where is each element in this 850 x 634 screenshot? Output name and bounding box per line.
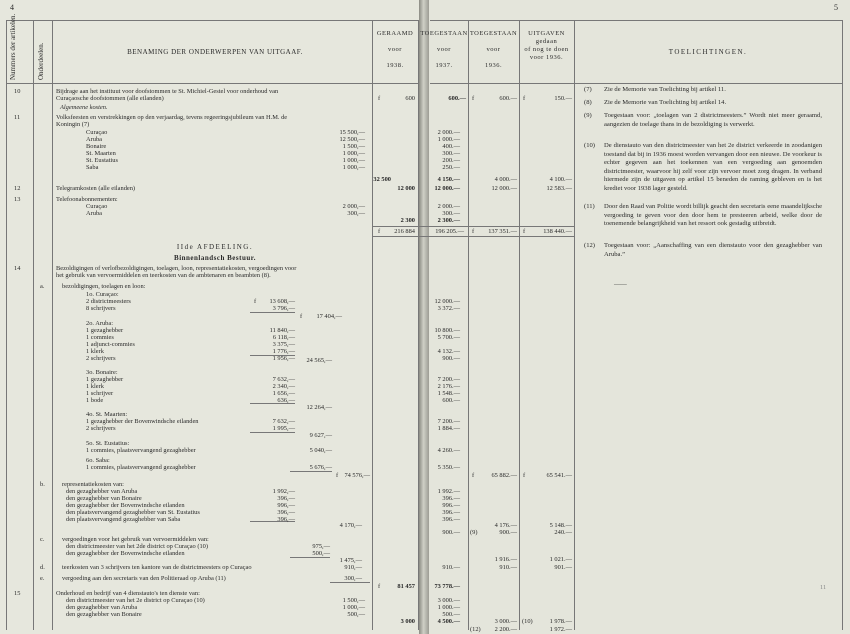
- item-1937: 396.—: [442, 516, 460, 523]
- part-c-uitgaven: 1 021.—: [549, 556, 572, 563]
- item-label: 1 bode: [86, 397, 104, 404]
- item-1937: 4 260.—: [437, 447, 460, 454]
- uitgaven-value: 12 583.—: [546, 185, 572, 192]
- note-text: Zie de Memorie van Toelichting bij artikel 11.: [604, 86, 726, 93]
- item-1937: 5 700.—: [437, 334, 460, 341]
- sub-rule: [250, 432, 295, 433]
- item-value: 396,—: [277, 495, 295, 502]
- note-text: De dienstauto van den districtmeester van het 2e district verkeerde in zoodanigen toestand dat bij in 1936 moest worden vervangen door een nieuwe. De voorkeur is echter gegeven aan het toekennen van een vergoeding aan genoemden districtmeester, waarvoor hij zelf voor zijn vervoer moet zorg dragen. In verband hiermede zijn de uitgaven op artikel 15 beneden de raming gebleven en is het krediet voor 1938 lager gesteld.: [604, 142, 822, 192]
- item-value: 3 796,—: [272, 305, 295, 312]
- article-number: 15: [14, 590, 21, 597]
- item-value: 396,—: [277, 516, 295, 523]
- total-rule: [372, 236, 574, 237]
- item-label: St. Maarten: [86, 150, 116, 157]
- part-b-sum: 4 170,—: [339, 522, 362, 529]
- item-value: 1 000,—: [342, 164, 365, 171]
- sub-rule: [290, 471, 332, 472]
- item-label: 1 klerk: [86, 348, 104, 355]
- part-label: d.: [40, 564, 45, 571]
- item-label: Bonaire: [86, 143, 107, 150]
- item-1937: 910.—: [442, 564, 460, 571]
- toegestaan-1937-value: 600.—: [448, 95, 466, 102]
- item-label: 1 gezaghebber: [86, 376, 124, 383]
- row-text: den gezaghebber der Bovenwindsche eilanden: [66, 550, 185, 557]
- toegestaan-1936-value: 600.—: [499, 95, 517, 102]
- currency-mark: f: [336, 472, 339, 479]
- item-1937: 1 548.—: [437, 390, 460, 397]
- subgroup-heading: 6o. Saba:: [86, 457, 110, 464]
- item-label: 2 schrijvers: [86, 355, 116, 362]
- item-value: 5 676,—: [309, 464, 332, 471]
- item-label: Saba: [86, 164, 99, 171]
- item-label: den gezaghebber van Aruba: [66, 604, 138, 611]
- item-value: 13 608,—: [269, 298, 295, 305]
- row-text: Onderhoud en bedrijf van 4 dienstauto's ten dienste van:: [56, 590, 200, 597]
- currency-mark: f: [472, 228, 475, 235]
- header-benaming: BENAMING DER ONDERWERPEN VAN UITGAAF.: [127, 48, 303, 56]
- item-uitgaven: 240.—: [554, 529, 572, 536]
- total-geraamd: 216 884: [394, 228, 415, 235]
- item-value: 3 375,—: [272, 341, 295, 348]
- note-text: Toegestaan voor: „toelagen van 2 districtmeesters.” Wordt niet meer geraamd, aangezien de toelage thans in de bezoldiging is verwerkt.: [604, 112, 822, 128]
- part-label: c.: [40, 536, 45, 543]
- col-line: [574, 20, 575, 630]
- item-label: 1 gezaghebber: [86, 327, 124, 334]
- item-1937: 200.—: [442, 157, 460, 164]
- item-value: 1 776,—: [272, 348, 295, 355]
- item-value: 7 632,—: [272, 418, 295, 425]
- toegestaan-1936-value: 4 000.—: [494, 176, 517, 183]
- row-text: 1 commies, plaatsvervangend gezaghebber: [86, 464, 196, 471]
- header-top-rule-right: [430, 20, 842, 21]
- item-value: 1 000,—: [342, 157, 365, 164]
- row-text: Bezoldigingen of verlofbezoldigingen, toelagen, loon, representatiekosten, vergoedingen voor: [56, 265, 297, 272]
- subgroup-heading: 2o. Aruba:: [86, 320, 113, 327]
- page-number-left: 4: [10, 3, 14, 12]
- geraamd-value: 32 500: [373, 176, 391, 183]
- note-ref: (12): [470, 626, 481, 633]
- item-label: den plaatsvervangend gezaghebber van Saba: [66, 516, 181, 523]
- item-label: 1 adjunct-commies: [86, 341, 135, 348]
- toegestaan-1937-value: 4 500.—: [437, 618, 460, 625]
- currency-mark: f: [378, 95, 381, 102]
- item-1937: 396.—: [442, 495, 460, 502]
- note-ref: (10): [522, 618, 533, 625]
- geraamd-value: 3 000: [400, 618, 415, 625]
- header-toegestaan-1937: TOEGESTAAN voor 1937.: [420, 30, 468, 69]
- part-a-1936: 65 882.—: [491, 472, 517, 479]
- note-text: Toegestaan voor: „Aanschaffing van een dienstauto voor den gezaghebber van Aruba.”: [604, 242, 822, 258]
- item-1937: 3 000.—: [437, 597, 460, 604]
- part-label: e.: [40, 575, 45, 582]
- item-1937: 300.—: [442, 150, 460, 157]
- currency-mark: f: [378, 228, 381, 235]
- row-text: 1 commies, plaatsvervangend gezaghebber: [86, 447, 196, 454]
- col-line: [519, 20, 520, 630]
- part-a-sum: 74 576,—: [344, 472, 370, 479]
- item-value: 1 956,—: [272, 355, 295, 362]
- geraamd-value: 12 000: [397, 185, 415, 192]
- toegestaan-1937-value: 12 000.—: [434, 185, 460, 192]
- header-geraamd: GERAAMD voor 1938.: [376, 30, 414, 69]
- item-label: den plaatsvervangend gezaghebber van St. Eustatius: [66, 509, 200, 516]
- item-1937: 250.—: [442, 164, 460, 171]
- part-a-uitgaven: 65 541.—: [546, 472, 572, 479]
- header-toelichtingen: TOELICHTINGEN.: [668, 48, 748, 56]
- item-value: 1 000,—: [342, 604, 365, 611]
- item-label: 1 klerk: [86, 383, 104, 390]
- total-uitgaven: 138 440.—: [543, 228, 572, 235]
- item-1937: 1 000.—: [437, 604, 460, 611]
- item-1937: 1 884.—: [437, 425, 460, 432]
- col-line: [33, 20, 34, 630]
- item-value: 12 500,—: [339, 136, 365, 143]
- item-1937: 2 000.—: [437, 129, 460, 136]
- subgroup-heading: 1o. Curaçao:: [86, 291, 119, 298]
- subgroup-heading: 5o. St. Eustatius:: [86, 440, 130, 447]
- row-text: Curaçaosche doofstommen (alle eilanden): [56, 95, 164, 102]
- item-1937: 4 132.—: [437, 348, 460, 355]
- item-label: den gezaghebber der Bovenwindsche eilanden: [66, 502, 185, 509]
- item-1937: 12 000.—: [434, 298, 460, 305]
- item-value: 15 500,—: [339, 129, 365, 136]
- uitgaven-value: 1 972.—: [549, 626, 572, 633]
- section-subheading: Binnenlandsch Bestuur.: [174, 254, 256, 262]
- item-label: Aruba: [86, 136, 102, 143]
- sub-rule: [330, 582, 370, 583]
- item-value: 636,—: [277, 397, 295, 404]
- geraamd-value: 600: [405, 95, 415, 102]
- sub-rule: [250, 312, 295, 313]
- col-line: [418, 20, 419, 630]
- item-1937: 396.—: [442, 509, 460, 516]
- section-heading: IIde AFDEELING.: [176, 243, 254, 251]
- item-1937: 5 350.—: [437, 464, 460, 471]
- header-top-rule: [6, 20, 418, 21]
- item-value: 2 340,—: [272, 383, 295, 390]
- row-text: Telefoonabonnementen:: [56, 196, 118, 203]
- note-number: (8): [584, 99, 592, 106]
- row-text: den districtmeester van het 2de district op Curaçao (10): [66, 543, 208, 550]
- item-value: 1 500,—: [342, 597, 365, 604]
- note-number: (7): [584, 86, 592, 93]
- currency-mark: f: [523, 472, 526, 479]
- note-text: Zie de Memorie van Toelichting bij artikel 14.: [604, 99, 727, 106]
- item-1937: 900.—: [442, 355, 460, 362]
- subgroup-sum: 17 404,—: [316, 313, 342, 320]
- subgroup-sum: 9 627,—: [309, 432, 332, 439]
- article-number: 13: [14, 196, 21, 203]
- toegestaan-1936-value: 12 000.—: [491, 185, 517, 192]
- item-1937: 1 992.—: [437, 488, 460, 495]
- item-value: 1 992,—: [272, 488, 295, 495]
- uitgaven-value: 4 100.—: [549, 176, 572, 183]
- part-d-1936: 910.—: [499, 564, 517, 571]
- col-line: [842, 20, 843, 630]
- page-number-right: 5: [834, 3, 838, 12]
- article-number: 11: [14, 114, 21, 121]
- toegestaan-1937-value: 73 778.—: [434, 583, 460, 590]
- currency-mark: f: [523, 228, 526, 235]
- col-line: [372, 20, 373, 630]
- item-1937: 7 200.—: [437, 418, 460, 425]
- row-text: Volksfeesten en verstrekkingen op den verjaardag, tevens regeeringsjubileum van H.M. de: [56, 114, 288, 121]
- item-1937: 2 176.—: [437, 383, 460, 390]
- item-1936: 900.—: [499, 529, 517, 536]
- item-label: 1 commies: [86, 334, 114, 341]
- row-text: teerkosten van 3 schrijvers ten kantore van de districtmeesters op Curaçao: [62, 564, 252, 571]
- row-text: Telegramkosten (alle eilanden): [56, 185, 136, 192]
- item-1937: 996.—: [442, 502, 460, 509]
- total-rule: [372, 226, 574, 227]
- currency-mark: f: [378, 583, 381, 590]
- currency-mark: f: [472, 472, 475, 479]
- geraamd-value: 2 300: [400, 217, 415, 224]
- note-text: Door den Raad van Politie wordt billijk geacht den secretaris eene maandelijksche vergoeding te geven voor den door hem te presteeren arbeid, welke door de toenemende belangrijkheid van het ressort ook gestadig uitbreidt.: [604, 203, 822, 228]
- header-uitgaven: UITGAVEN gedaan of nog te doen voor 1936.: [524, 30, 569, 61]
- toegestaan-1936-value: 3 000.—: [494, 618, 517, 625]
- toegestaan-1936-value: 2 200.—: [494, 626, 517, 633]
- header-bottom-rule: [6, 83, 418, 84]
- row-text: bezoldigingen, toelagen en loon:: [62, 283, 146, 290]
- row-text: vergoedingen voor het gebruik van vervoermiddelen van:: [62, 536, 209, 543]
- toegestaan-1937-value: 4 150.—: [437, 176, 460, 183]
- item-value: 11 840,—: [269, 327, 295, 334]
- item-label: St. Eustatius: [86, 157, 118, 164]
- note-number: (11): [584, 203, 595, 210]
- item-1937: 10 800.—: [434, 327, 460, 334]
- subheading-algemeene-kosten: Algemeene kosten.: [60, 104, 108, 111]
- row-text: vergoeding aan den secretaris van den Politieraad op Aruba (11): [62, 575, 226, 582]
- article-number: 12: [14, 185, 21, 192]
- item-1937: 400.—: [442, 143, 460, 150]
- item-label: Aruba: [86, 210, 102, 217]
- currency-mark: f: [254, 298, 257, 305]
- item-value: 5 040,—: [309, 447, 332, 454]
- item-value: 996,—: [277, 502, 295, 509]
- item-1937: 600.—: [442, 397, 460, 404]
- item-label: den districtmeester van het 2e district op Curaçao (10): [66, 597, 205, 604]
- col-line: [6, 20, 7, 630]
- subgroup-sum: 24 565,—: [306, 357, 332, 364]
- note-separator: ——: [614, 281, 627, 288]
- currency-mark: f: [300, 313, 303, 320]
- part-label: b.: [40, 481, 45, 488]
- col-line: [52, 20, 53, 630]
- item-value: 300,—: [347, 210, 365, 217]
- part-c-1936: 1 916.—: [494, 556, 517, 563]
- item-1937: 1 000.—: [437, 136, 460, 143]
- item-value: 975,—: [312, 543, 330, 550]
- margin-mark: 11: [820, 584, 827, 591]
- item-label: Curaçao: [86, 129, 108, 136]
- item-label: Curaçao: [86, 203, 108, 210]
- item-label: 1 schrijver: [86, 390, 114, 397]
- geraamd-value: 81 457: [397, 583, 415, 590]
- item-value: 396,—: [277, 509, 295, 516]
- note-ref: (9): [470, 529, 478, 536]
- part-b-uitgaven: 5 148.—: [549, 522, 572, 529]
- row-text: het gebruik van vervoermiddelen en teerkosten van de ambtenaren en beambten (8).: [56, 272, 271, 279]
- item-1937: 900.—: [442, 529, 460, 536]
- row-text: Bijdrage aan het instituut voor doofstommen te St. Michiel-Gestel voor onderhoud van: [56, 88, 279, 95]
- item-value: 1 500,—: [342, 143, 365, 150]
- item-value: 2 000,—: [342, 203, 365, 210]
- item-1937: 3 372.—: [437, 305, 460, 312]
- item-value: 1 656,—: [272, 390, 295, 397]
- part-d-uitgaven: 901.—: [554, 564, 572, 571]
- part-b-1936: 4 176.—: [494, 522, 517, 529]
- part-d-sum: 910,—: [344, 564, 362, 571]
- uitgaven-value: 150.—: [554, 95, 572, 102]
- item-1937: 7 200.—: [437, 376, 460, 383]
- header-nummers: Nummers der artikelen.: [9, 13, 17, 80]
- item-label: 2 schrijvers: [86, 425, 116, 432]
- subgroup-heading: 3o. Bonaire:: [86, 369, 118, 376]
- subgroup-heading: 4o. St. Maarten:: [86, 411, 128, 418]
- note-number: (12): [584, 242, 595, 249]
- header-onderdeelen: Onderdeelen.: [37, 42, 45, 80]
- item-label: den gezaghebber van Aruba: [66, 488, 138, 495]
- total-1937: 196 205.—: [435, 228, 464, 235]
- col-line: [468, 20, 469, 630]
- item-label: den gezaghebber van Bonaire: [66, 495, 142, 502]
- row-text: representatiekosten van:: [62, 481, 124, 488]
- item-1937: 2 000.—: [437, 203, 460, 210]
- item-1937: 500.—: [442, 611, 460, 618]
- header-bottom-rule-right: [430, 83, 842, 84]
- part-label: a.: [40, 283, 45, 290]
- currency-mark: f: [472, 95, 475, 102]
- row-text: 8 schrijvers: [86, 305, 116, 312]
- note-number: (10): [584, 142, 595, 149]
- item-value: 7 632,—: [272, 376, 295, 383]
- item-value: 6 118,—: [272, 334, 295, 341]
- toegestaan-1937-value: 2 300.—: [437, 217, 460, 224]
- total-1936: 137 351.—: [488, 228, 517, 235]
- row-text: 2 districtmeesters: [86, 298, 131, 305]
- item-1937: 300.—: [442, 210, 460, 217]
- row-text: Koningin (7): [56, 121, 90, 128]
- item-value: 500,—: [347, 611, 365, 618]
- currency-mark: f: [523, 95, 526, 102]
- subgroup-sum: 12 264,—: [306, 404, 332, 411]
- article-number: 14: [14, 265, 21, 272]
- item-label: 1 gezaghebber der Bovenwindsche eilanden: [86, 418, 199, 425]
- uitgaven-value: 1 978.—: [549, 618, 572, 625]
- item-value: 500,—: [312, 550, 330, 557]
- part-e-sum: 300,—: [344, 575, 362, 582]
- header-toegestaan-1936: TOEGESTAAN voor 1936.: [469, 30, 518, 69]
- article-number: 10: [14, 88, 21, 95]
- note-number: (9): [584, 112, 592, 119]
- item-value: 1 000,—: [342, 150, 365, 157]
- part-c-sum: 1 475,—: [339, 557, 362, 564]
- item-label: den gezaghebber van Bonaire: [66, 611, 142, 618]
- item-value: 1 995,—: [272, 425, 295, 432]
